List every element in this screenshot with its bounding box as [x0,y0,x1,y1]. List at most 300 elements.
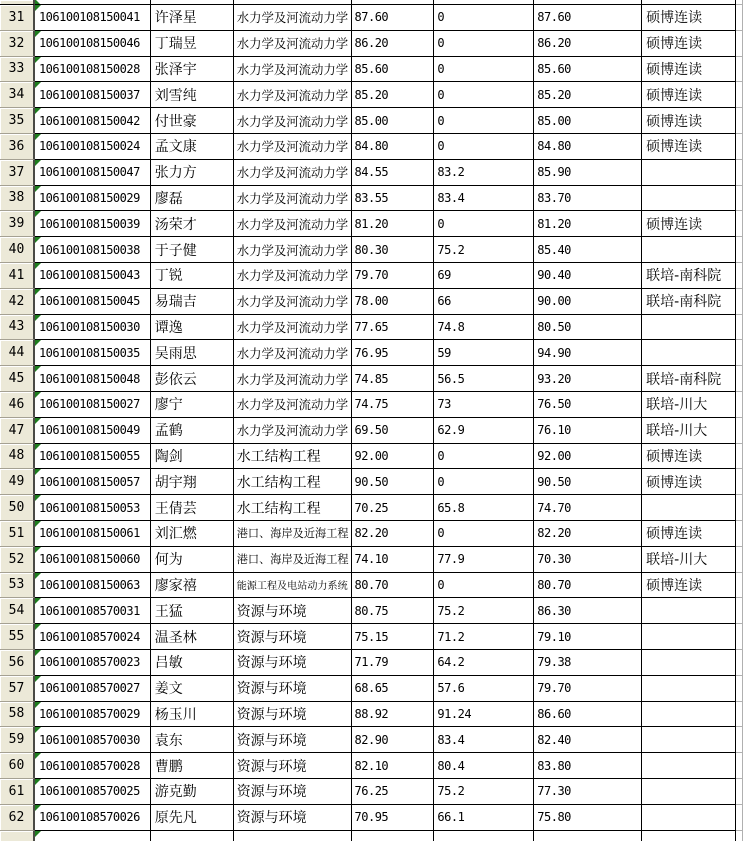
cell-student-id[interactable] [35,418,151,444]
cell-score-3[interactable] [534,418,642,444]
cell-note[interactable] [642,366,736,392]
cell-student-id[interactable] [35,547,151,573]
cell-note[interactable] [642,495,736,521]
cell-name[interactable] [151,108,234,134]
cell-major[interactable] [234,727,352,753]
cell-name[interactable] [151,676,234,702]
cell-score-3[interactable] [534,263,642,289]
cell-name[interactable] [151,82,234,108]
cell-score-2[interactable] [434,805,534,831]
cell-score-2[interactable] [434,727,534,753]
cell-note[interactable] [642,392,736,418]
cell-note[interactable] [642,444,736,470]
cell-score-1[interactable] [352,5,435,31]
cell-score-2[interactable] [434,366,534,392]
cell-score-1[interactable] [352,702,435,728]
cell-student-id[interactable] [35,366,151,392]
cell-score-2[interactable] [434,57,534,83]
cell-student-id[interactable] [35,340,151,366]
cell-note[interactable] [642,186,736,212]
score-3-text: 82.20 [537,526,571,541]
cell-score-3[interactable] [534,211,642,237]
cell-score-1[interactable] [352,521,435,547]
row-number[interactable] [0,392,35,418]
cell-score-2[interactable] [434,521,534,547]
cell-student-id[interactable] [35,624,151,650]
cell-note[interactable] [642,624,736,650]
major-text: 水力学及河流动力学 [236,36,349,52]
row-number[interactable] [0,315,35,341]
cell-score-1[interactable] [352,573,435,599]
cell-major[interactable] [234,108,352,134]
cell-name[interactable] [151,727,234,753]
row-number-label: 45 [8,371,25,387]
cell-score-1[interactable] [352,624,435,650]
cell-score-1[interactable] [352,134,435,160]
cell-student-id[interactable] [35,727,151,753]
cell-name[interactable] [151,805,234,831]
cell-score-3[interactable] [534,5,642,31]
student-id-text: 106100108150057 [38,474,140,489]
row-number[interactable] [0,444,35,470]
cell-student-id[interactable] [35,315,151,341]
cell-major[interactable] [234,598,352,624]
cell-major[interactable] [234,547,352,573]
cell-score-3[interactable] [534,444,642,470]
cell-score-3[interactable] [534,598,642,624]
cell-score-3[interactable] [534,366,642,392]
cell-name[interactable] [151,573,234,599]
cell-student-id[interactable] [35,5,151,31]
cell-score-3[interactable] [534,495,642,521]
score-3-text: 80.70 [537,577,571,592]
cell-major[interactable] [234,495,352,521]
major-text: 港口、海岸及近海工程 [236,527,349,541]
cell-student-id[interactable] [35,805,151,831]
cell-score-2[interactable] [434,211,534,237]
cell-score-1[interactable] [352,289,435,315]
cell-student-id[interactable] [35,598,151,624]
score-2-text: 0 [437,61,445,76]
cell-note[interactable] [642,134,736,160]
row-number[interactable] [0,521,35,547]
table-row [0,108,743,134]
cell-major[interactable] [234,82,352,108]
score-2-text: 0 [437,139,445,154]
cell-major[interactable] [234,702,352,728]
cell-student-id[interactable] [35,444,151,470]
cell-score-2[interactable] [434,392,534,418]
cell-major[interactable] [234,779,352,805]
cell-name[interactable] [151,469,234,495]
cell-note[interactable] [642,702,736,728]
cell-student-id[interactable] [35,702,151,728]
cell-score-2[interactable] [434,598,534,624]
cell-major[interactable] [234,418,352,444]
cell-score-3[interactable] [534,469,642,495]
cell-name[interactable] [151,160,234,186]
score-1-text: 84.55 [354,165,389,180]
cell-name[interactable] [151,624,234,650]
cell-student-id[interactable] [35,753,151,779]
cell-student-id[interactable] [35,676,151,702]
cell-score-1[interactable] [352,469,435,495]
row-number-label: 42 [8,293,25,309]
cell-major[interactable] [234,31,352,57]
row-number[interactable] [0,237,35,263]
cell-name[interactable] [151,263,234,289]
cell-score-1[interactable] [352,753,435,779]
cell-score-2[interactable] [434,5,534,31]
row-number[interactable] [0,547,35,573]
cell-major[interactable] [234,186,352,212]
cell-score-2[interactable] [434,289,534,315]
cell-major[interactable] [234,340,352,366]
cell-score-1[interactable] [352,366,435,392]
cell-score-3[interactable] [534,315,642,341]
cell-score-2[interactable] [434,573,534,599]
cell-score-1[interactable] [352,160,435,186]
cell-student-id[interactable] [35,108,151,134]
cell-major[interactable] [234,134,352,160]
cell-score-3[interactable] [534,237,642,263]
cell-score-3[interactable] [534,650,642,676]
row-number-label: 60 [8,758,25,773]
cell-major[interactable] [234,444,352,470]
cell-score-1[interactable] [352,315,435,341]
row-number[interactable] [0,31,35,57]
cell-major[interactable] [234,573,352,599]
row-number[interactable] [0,289,35,315]
score-1-text: 80.30 [354,242,389,257]
row-number[interactable] [0,624,35,650]
cell-name[interactable] [151,315,234,341]
score-2-text: 0 [437,87,445,102]
cell-note[interactable] [642,237,736,263]
cell-score-2[interactable] [434,31,534,57]
score-2-text: 91.24 [437,706,472,721]
row-number[interactable] [0,211,35,237]
row-number[interactable] [0,650,35,676]
cell-name[interactable] [151,779,234,805]
score-2-text: 75.2 [437,784,465,799]
cell-score-3[interactable] [534,702,642,728]
name-text: 易瑞吉 [154,294,197,311]
cell-score-2[interactable] [434,444,534,470]
cell-note[interactable] [642,108,736,134]
cell-score-1[interactable] [352,727,435,753]
cell-student-id[interactable] [35,31,151,57]
cell-score-2[interactable] [434,263,534,289]
table-row [0,676,743,702]
cell-score-2[interactable] [434,108,534,134]
cell-score-3[interactable] [534,31,642,57]
score-1-text: 70.25 [354,500,389,515]
cell-note[interactable] [642,598,736,624]
cell-note[interactable] [642,340,736,366]
cell-score-1[interactable] [352,650,435,676]
row-number[interactable] [0,469,35,495]
cell-major[interactable] [234,753,352,779]
row-number[interactable] [0,495,35,521]
cell-score-1[interactable] [352,418,435,444]
cell-score-3[interactable] [534,805,642,831]
cell-score-2[interactable] [434,134,534,160]
cell-score-2[interactable] [434,650,534,676]
cell-name[interactable] [151,418,234,444]
cell-student-id[interactable] [35,495,151,521]
cell-score-3[interactable] [534,573,642,599]
row-number[interactable] [0,727,35,753]
cell-score-3[interactable] [534,676,642,702]
cell-score-3[interactable] [534,340,642,366]
student-id-text: 106100108150027 [38,397,140,412]
cell-note[interactable] [642,573,736,599]
cell-score-3[interactable] [534,392,642,418]
row-number[interactable] [0,134,35,160]
cell-score-3[interactable] [534,57,642,83]
table-row [0,495,743,521]
row-number[interactable] [0,702,35,728]
cell-score-3[interactable] [534,521,642,547]
cell-major[interactable] [234,263,352,289]
row-number[interactable] [0,263,35,289]
cell-score-1[interactable] [352,186,435,212]
cell-note[interactable] [642,82,736,108]
cell-score-1[interactable] [352,547,435,573]
name-text: 原先凡 [154,810,197,827]
cell-score-1[interactable] [352,31,435,57]
cell-score-2[interactable] [434,186,534,212]
cell-score-2[interactable] [434,495,534,521]
score-3-text: 86.20 [537,36,571,51]
row-number[interactable] [0,340,35,366]
cell-score-3[interactable] [534,134,642,160]
cell-name[interactable] [151,444,234,470]
score-3-text: 80.50 [537,319,571,334]
cell-student-id[interactable] [35,573,151,599]
cell-score-1[interactable] [352,108,435,134]
row-number[interactable] [0,366,35,392]
row-number[interactable] [0,753,35,779]
cell-name[interactable] [151,366,234,392]
cell-name[interactable] [151,5,234,31]
cell-score-1[interactable] [352,444,435,470]
cell-score-1[interactable] [352,598,435,624]
cell-score-3[interactable] [534,753,642,779]
cell-score-1[interactable] [352,237,435,263]
cell-name[interactable] [151,211,234,237]
cell-score-2[interactable] [434,340,534,366]
cell-student-id[interactable] [35,134,151,160]
cell-score-3[interactable] [534,186,642,212]
cell-score-2[interactable] [434,753,534,779]
cell-name[interactable] [151,598,234,624]
student-id-text: 106100108150038 [38,242,140,257]
cell-note[interactable] [642,160,736,186]
cell-major[interactable] [234,469,352,495]
row-number[interactable] [0,5,35,31]
cell-score-3[interactable] [534,160,642,186]
cell-note[interactable] [642,753,736,779]
cell-note[interactable] [642,521,736,547]
cell-note[interactable] [642,31,736,57]
cell-score-1[interactable] [352,676,435,702]
cell-note[interactable] [642,547,736,573]
cell-major[interactable] [234,160,352,186]
cell-student-id[interactable] [35,392,151,418]
cell-note[interactable] [642,211,736,237]
row-number[interactable] [0,676,35,702]
row-number[interactable] [0,160,35,186]
cell-score-1[interactable] [352,211,435,237]
cell-name[interactable] [151,521,234,547]
cell-score-2[interactable] [434,624,534,650]
error-indicator-triangle [35,598,41,604]
cell-score-1[interactable] [352,392,435,418]
row-number[interactable] [0,108,35,134]
cell-name[interactable] [151,31,234,57]
cell-note[interactable] [642,650,736,676]
cell-score-3[interactable] [534,547,642,573]
cell-score-2[interactable] [434,547,534,573]
major-text: 港口、海岸及近海工程 [236,553,349,567]
cell-score-1[interactable] [352,779,435,805]
cell-note[interactable] [642,779,736,805]
cell-name[interactable] [151,547,234,573]
cell-score-1[interactable] [352,263,435,289]
cell-student-id[interactable] [35,521,151,547]
cell-score-2[interactable] [434,676,534,702]
cell-score-2[interactable] [434,82,534,108]
cell-student-id[interactable] [35,57,151,83]
cell-student-id[interactable] [35,82,151,108]
row-number-label: 39 [8,216,25,232]
cell-major[interactable] [234,805,352,831]
cell-name[interactable] [151,237,234,263]
cell-name[interactable] [151,186,234,212]
error-indicator-triangle [35,211,41,217]
cell-student-id[interactable] [35,263,151,289]
cell-name[interactable] [151,650,234,676]
major-text: 水工结构工程 [236,500,321,517]
cell-score-3[interactable] [534,779,642,805]
cell-major[interactable] [234,624,352,650]
cell-major[interactable] [234,366,352,392]
cell-score-2[interactable] [434,779,534,805]
next-column-sliver [736,211,743,237]
next-column-sliver [736,108,743,134]
cell-major[interactable] [234,57,352,83]
cell-note[interactable] [642,57,736,83]
cell-score-1[interactable] [352,805,435,831]
row-number[interactable] [0,82,35,108]
cell-note[interactable] [642,418,736,444]
cell-major[interactable] [234,289,352,315]
major-text: 资源与环境 [236,784,307,801]
row-number[interactable] [0,57,35,83]
cell-note[interactable] [642,263,736,289]
cell-score-2[interactable] [434,237,534,263]
cell-score-3[interactable] [534,82,642,108]
cell-score-2[interactable] [434,418,534,444]
cell-note[interactable] [642,289,736,315]
cell-score-1[interactable] [352,495,435,521]
cell-score-2[interactable] [434,469,534,495]
cell-score-1[interactable] [352,82,435,108]
cell-student-id[interactable] [35,160,151,186]
cell-major[interactable] [234,211,352,237]
cell-note[interactable] [642,727,736,753]
cell-name[interactable] [151,289,234,315]
cell-score-2[interactable] [434,160,534,186]
cell-score-3[interactable] [534,108,642,134]
cell-score-2[interactable] [434,315,534,341]
cell-note[interactable] [642,469,736,495]
cell-student-id[interactable] [35,186,151,212]
cell-student-id[interactable] [35,469,151,495]
cell-major[interactable] [234,650,352,676]
score-2-text: 65.8 [437,500,465,515]
cell-name[interactable] [151,340,234,366]
cell-note[interactable] [642,315,736,341]
score-2-text: 59 [437,345,451,360]
cell-score-2[interactable] [434,702,534,728]
cell-score-3[interactable] [534,624,642,650]
cell-score-3[interactable] [534,727,642,753]
cell-major[interactable] [234,237,352,263]
cell-major[interactable] [234,392,352,418]
cell-note[interactable] [642,805,736,831]
cell-student-id[interactable] [35,211,151,237]
student-id-text: 106100108570030 [38,732,140,747]
cell-name[interactable] [151,753,234,779]
row-number[interactable] [0,573,35,599]
cell-student-id[interactable] [35,289,151,315]
row-number[interactable] [0,805,35,831]
cell-major[interactable] [234,676,352,702]
cell-note[interactable] [642,5,736,31]
cell-name[interactable] [151,134,234,160]
row-number[interactable] [0,418,35,444]
cell-score-1[interactable] [352,340,435,366]
cell-student-id[interactable] [35,779,151,805]
row-number[interactable] [0,779,35,805]
table-row [0,573,743,599]
table-row [0,392,743,418]
score-2-text: 0 [437,113,445,128]
name-text: 王倩芸 [154,500,197,517]
student-id-text: 106100108150053 [38,500,140,515]
cell-score-1[interactable] [352,57,435,83]
cell-student-id[interactable] [35,650,151,676]
cell-name[interactable] [151,392,234,418]
row-number[interactable] [0,186,35,212]
cell-note[interactable] [642,676,736,702]
name-text: 王猛 [154,603,183,620]
cell-score-3[interactable] [534,289,642,315]
cell-major[interactable] [234,5,352,31]
cell-name[interactable] [151,702,234,728]
cell-name[interactable] [151,495,234,521]
cell-major[interactable] [234,315,352,341]
row-number-label: 48 [8,448,25,464]
major-text: 水力学及河流动力学 [236,268,349,284]
cell-student-id[interactable] [35,237,151,263]
row-number[interactable] [0,598,35,624]
cell-major[interactable] [234,521,352,547]
cell-name[interactable] [151,57,234,83]
